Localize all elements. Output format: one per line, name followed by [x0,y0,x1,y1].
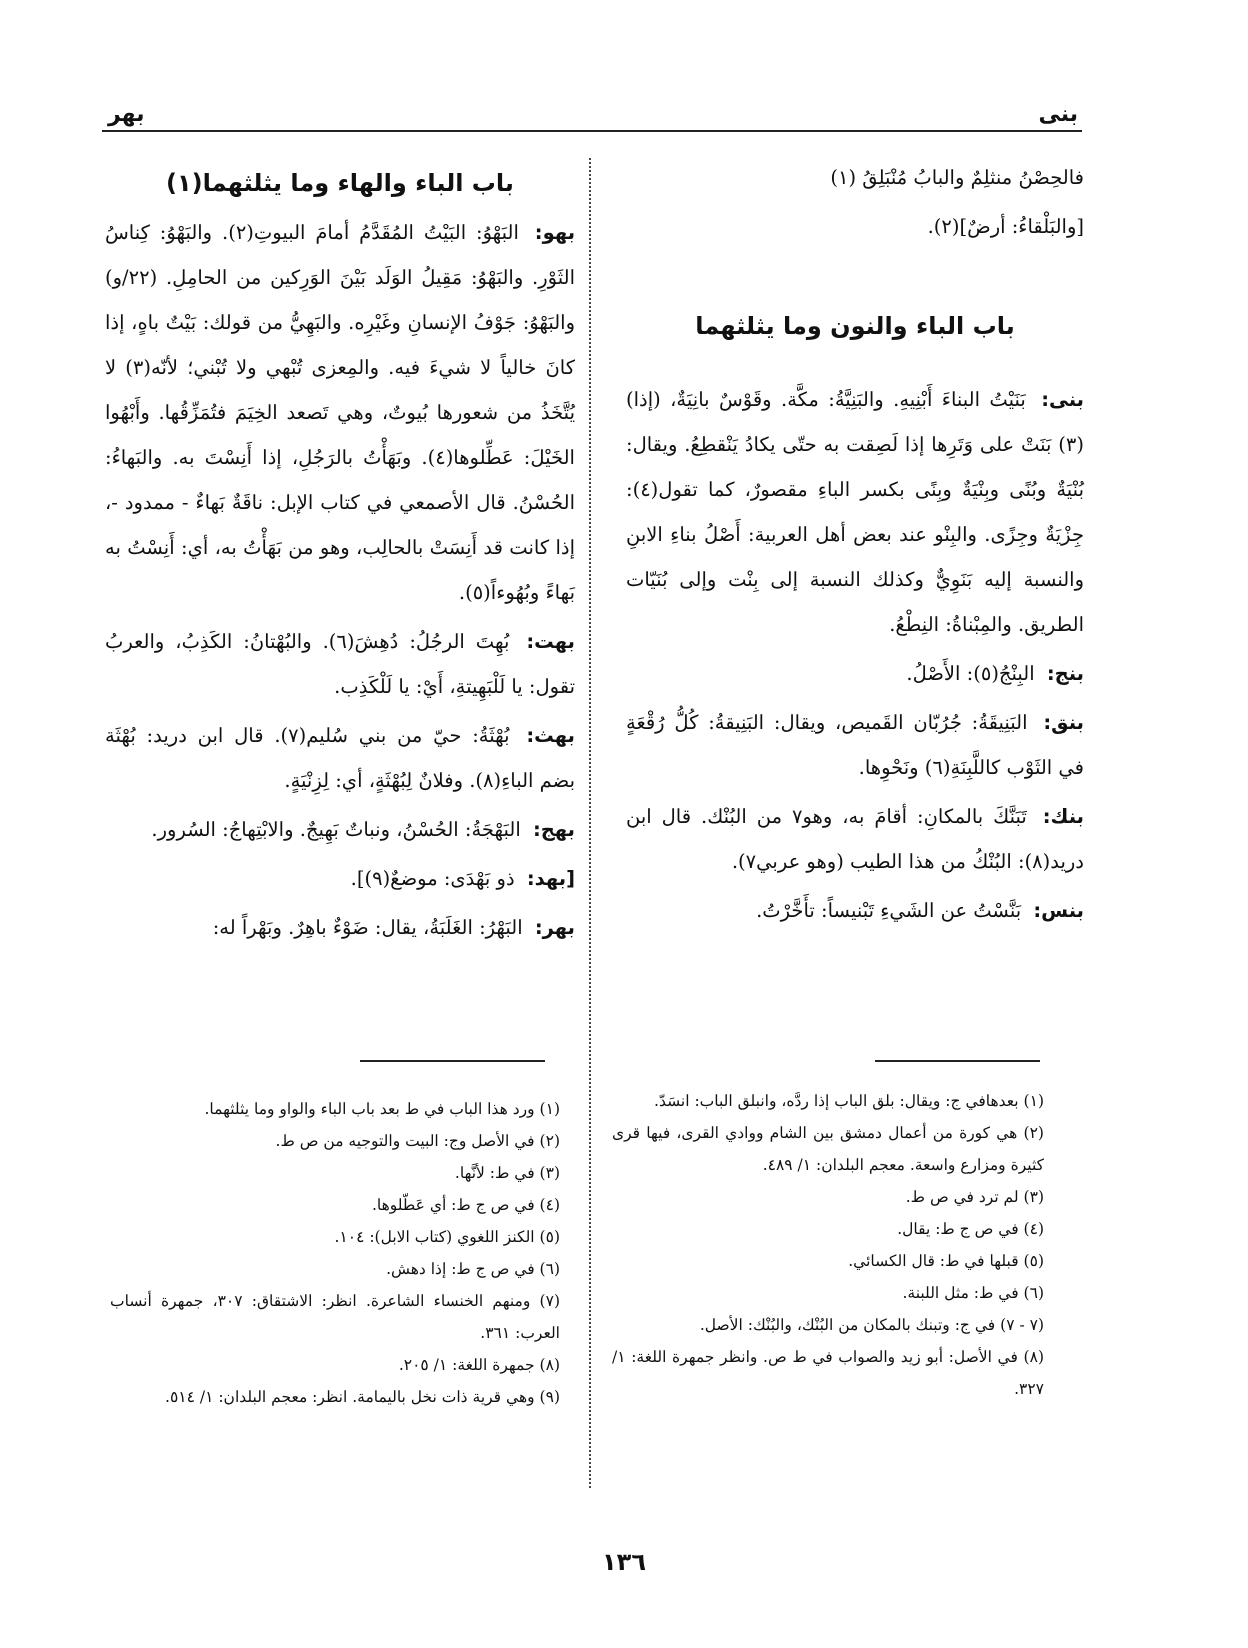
footnote-text: في الأصل وج: البيت والتوجيه من ص ط. [275,1132,535,1150]
footnote-text: الكنز اللغوي (كتاب الابل): ١٠٤. [334,1228,535,1246]
entry-text: البَهْوُ: البَيْتُ المُقَدَّمُ أمامَ البيوتِ(٢). والبَهْوُ: كِناسُ الثَوْرِ. والبَهْوُ: مَقِيلُ الوَلَد بَيْنَ الوَرِكين من الحامِلِ. (٢٢/و) والبَهْوُ: جَوْفُ الإنسانِ وغَيْرِه. والبَهِيُّ من قولك: بَيْتٌ باهٍ، إذا كانَ خالياً لا شيءَ فيه. والمِعزى تُبْهي ولا تُبْني؛ لأنّه(٣) لا يُتَّخَذُ من شعورها بُيوتٌ، وهي تَصعد الخِيَمَ فتُمَزِّقُها. وأَبْهُوا الخَيْلَ: عَطِّلوها(٤). وبَهَأْتُ بالرَجُلِ، إذا أَنِسْتَ به. والبَهاءُ: الحُسْنُ. قال الأصمعي في كتاب الإبل: ناقَةٌ بَهاءٌ - ممدود -، إذا كانت قد أَنِسَتْ بالحالِب، وهو من بَهَأْتُ به، أي: أَنِسْتُ به بَهاءً وبُهُوءاً(٥). [105,221,575,604]
footnote-number: (٢) [539,1132,560,1150]
footnote-rule [360,1060,545,1062]
entry-text: تَبَنَّكَ بالمكانِ: أقامَ به، وهو٧ من البُنْك. قال ابن دريد(٨): البُنْكُ من هذا الطيب (وهو عربي٧). [626,805,1084,873]
footnote-text: في ج: وتبنك بالمكان من البُنْك، والبُنْك: الأصل. [699,1316,996,1334]
running-head-left: بهر [108,102,145,127]
footnote-text: ورد هذا الباب في ط بعد باب الباء والواو وما يثلثهما. [204,1100,535,1118]
entry-text: بُهْثَةُ: حيّ من بني سُليم(٧). قال ابن دريد: بُهْثَة بضم الباءِ(٨). وفلانٌ لِبُهْثَةٍ، أي: لِزِنْيَةٍ. [105,724,575,792]
footnote [110,1125,560,1157]
verse-line: [والبَلْقاءُ: أرضٌ](٢). [927,215,1084,238]
footnote [612,1213,1044,1245]
entry-headword: بنك: [1042,805,1084,828]
entry-headword: بهت: [526,630,575,653]
entry-headword: بهو: [534,221,576,244]
footnote [110,1221,560,1253]
entry-text: البَهْرُ: الغَلَبَةُ، يقال: ضَوْءٌ باهِرٌ. وبَهْراً له: [212,916,523,939]
entry-text: بُهِتَ الرجُلُ: دُهِشَ(٦). والبُهْتانُ: الكَذِبُ، والعربُ تقول: يا لَلْبَهِيتةِ، أَيْ: يا لَلْكَذِب. [105,630,575,698]
dictionary-entry [105,713,575,803]
footnote-text: ومنهم الخنساء الشاعرة. انظر: الاشتقاق: ٣٠٧، جمهرة أنساب العرب: ٣٦١. [110,1292,560,1342]
footnote-number: (٣) [1023,1188,1044,1206]
entry-text: البَهْجَةُ: الحُسْنُ، ونباتٌ بَهِيجٌ. والابْتِهاجُ: السُرور. [151,818,521,841]
running-head-right: بنى [1038,102,1078,127]
footnote-text: هي كورة من أعمال دمشق بين الشام ووادي القرى، فيها قرى كثيرة ومزارع واسعة. معجم البلدان: ١/ ٤٨٩. [612,1124,1044,1174]
section-title: باب الباء والهاء وما يثلثهما(١) [166,169,514,197]
footnote-number: (٩) [539,1388,560,1406]
footnote-text: بعدهافي ج: ويقال: بلق الباب إذا ردَّه، وانبلق الباب: انسَدّ. [654,1092,1019,1110]
footnote-number: (٧ - ٧) [1000,1316,1044,1334]
entry-headword: بهر: [534,916,575,939]
footnote-text: في الأصل: أبو زيد والصواب في ط ص. وانظر جمهرة اللغة: ١/ ٣٢٧. [612,1348,1044,1398]
footnote [612,1277,1044,1309]
footnote-text: جمهرة اللغة: ١/ ٢٠٥. [398,1356,535,1374]
dictionary-entry [626,377,1084,647]
footnotes-left [110,1093,560,1413]
footnote-number: (٨) [539,1356,560,1374]
footnote [110,1285,560,1349]
footnote-number: (٤) [1023,1220,1044,1238]
footnote-number: (٥) [539,1228,560,1246]
entry-headword: بنج: [1046,662,1084,685]
footnote [110,1157,560,1189]
footnote-number: (١) [539,1100,560,1118]
entry-headword: بنق: [1043,711,1084,734]
entry-headword: بهث: [526,724,575,747]
page-number: ١٣٦ [602,1548,646,1576]
footnote-number: (٣) [539,1164,560,1182]
footnote [110,1189,560,1221]
dictionary-entry [105,210,575,615]
entry-headword: بهج: [532,818,575,841]
footnote [110,1349,560,1381]
footnote-rule [875,1060,1040,1062]
entry-text: البِنْجُ(٥): الأَصْلُ. [906,662,1035,685]
entry-text: ذو بَهْدَى: موضعٌ(٩)]. [350,867,515,890]
dictionary-entry [626,794,1084,884]
footnote-text: في ط: لأنَّها. [454,1164,535,1182]
footnote-number: (٦) [1023,1284,1044,1302]
header-rule [102,130,1082,132]
footnote-number: (٥) [1023,1252,1044,1270]
footnote-number: (٨) [1023,1348,1044,1366]
footnote-number: (٤) [539,1196,560,1214]
dictionary-entry [105,807,575,852]
footnote-text: في ص ج ط: أي عَطّلوها. [371,1196,535,1214]
footnote-text: في ص ج ط: إذا دهش. [386,1260,535,1278]
footnote [110,1381,560,1413]
entry-headword: بنس: [1033,899,1084,922]
footnote-text: في ط: مثل اللبنة. [902,1284,1019,1302]
footnote-number: (١) [1023,1092,1044,1110]
footnote [612,1341,1044,1405]
footnote-text: لم ترد في ص ط. [905,1188,1019,1206]
entry-text: البَنِيقَةُ: جُرُبّان القَميص، ويقال: البَنِيقةُ: كُلُّ رُقْعَةٍ في الثَوْب كاللَّبِنَةِ(٦) ونَحْوِها. [626,711,1084,779]
dictionary-entry [626,888,1084,933]
footnote [110,1253,560,1285]
footnote-number: (٧) [539,1292,560,1310]
entry-text: بَنَّسْتُ عن الشَيءِ تَبْنيساً: تأَخَّرْتُ. [756,899,1022,922]
footnote-text: قبلها في ط: قال الكسائي. [848,1252,1019,1270]
section-title: باب الباء والنون وما يثلثهما [695,312,1015,340]
footnote [612,1181,1044,1213]
right-column [626,155,1084,933]
dictionary-entry [105,905,575,950]
footnote-number: (٦) [539,1260,560,1278]
entry-headword: [بهد: [526,867,575,890]
footnote [612,1309,1044,1341]
dictionary-entry [105,619,575,709]
verse-line: فالحِصْنُ منثلِمٌ والبابُ مُنْبَلِقُ (١) [830,166,1084,189]
dictionary-entry [626,651,1084,696]
footnote-text: في ص ج ط: يقال. [897,1220,1019,1238]
entry-text: بَنَيْتُ البناءَ أَبْنِيهِ. والبَنِيَّةُ: مكَّة. وقَوْسٌ بانِيَةٌ، (إذا)(٣) بَنَتْ على وَتَرِها إذا لَصِقت به حتّى يكادُ يَنْقطِعُ. ويقال: بُنْيَةٌ وبُنًى وبِنْيَةٌ وبِنًى بكسر الباءِ مقصورٌ، كما تقول(٤): جِزْيَةٌ وجِزًى. والبِنْو عند بعض أهل العربية: أَصْلُ بناءِ الابنِ والنسبة إليه بَنَوِيٌّ وكذلك النسبة إلى بِنْت وإلى بُنَيّات الطريق. والمِبْناةُ: النِطْعُ. [626,388,1084,636]
dictionary-entry [105,856,575,901]
footnote [110,1093,560,1125]
footnote [612,1117,1044,1181]
dictionary-entry [626,700,1084,790]
entry-headword: بنى: [1041,388,1084,411]
footnote [612,1245,1044,1277]
footnote-number: (٢) [1023,1124,1044,1142]
column-divider [589,158,591,1488]
left-column [105,155,575,950]
footnotes-right [612,1085,1044,1405]
footnote-text: وهي قرية ذات نخل باليمامة. انظر: معجم البلدان: ١/ ٥١٤. [165,1388,535,1406]
footnote [612,1085,1044,1117]
